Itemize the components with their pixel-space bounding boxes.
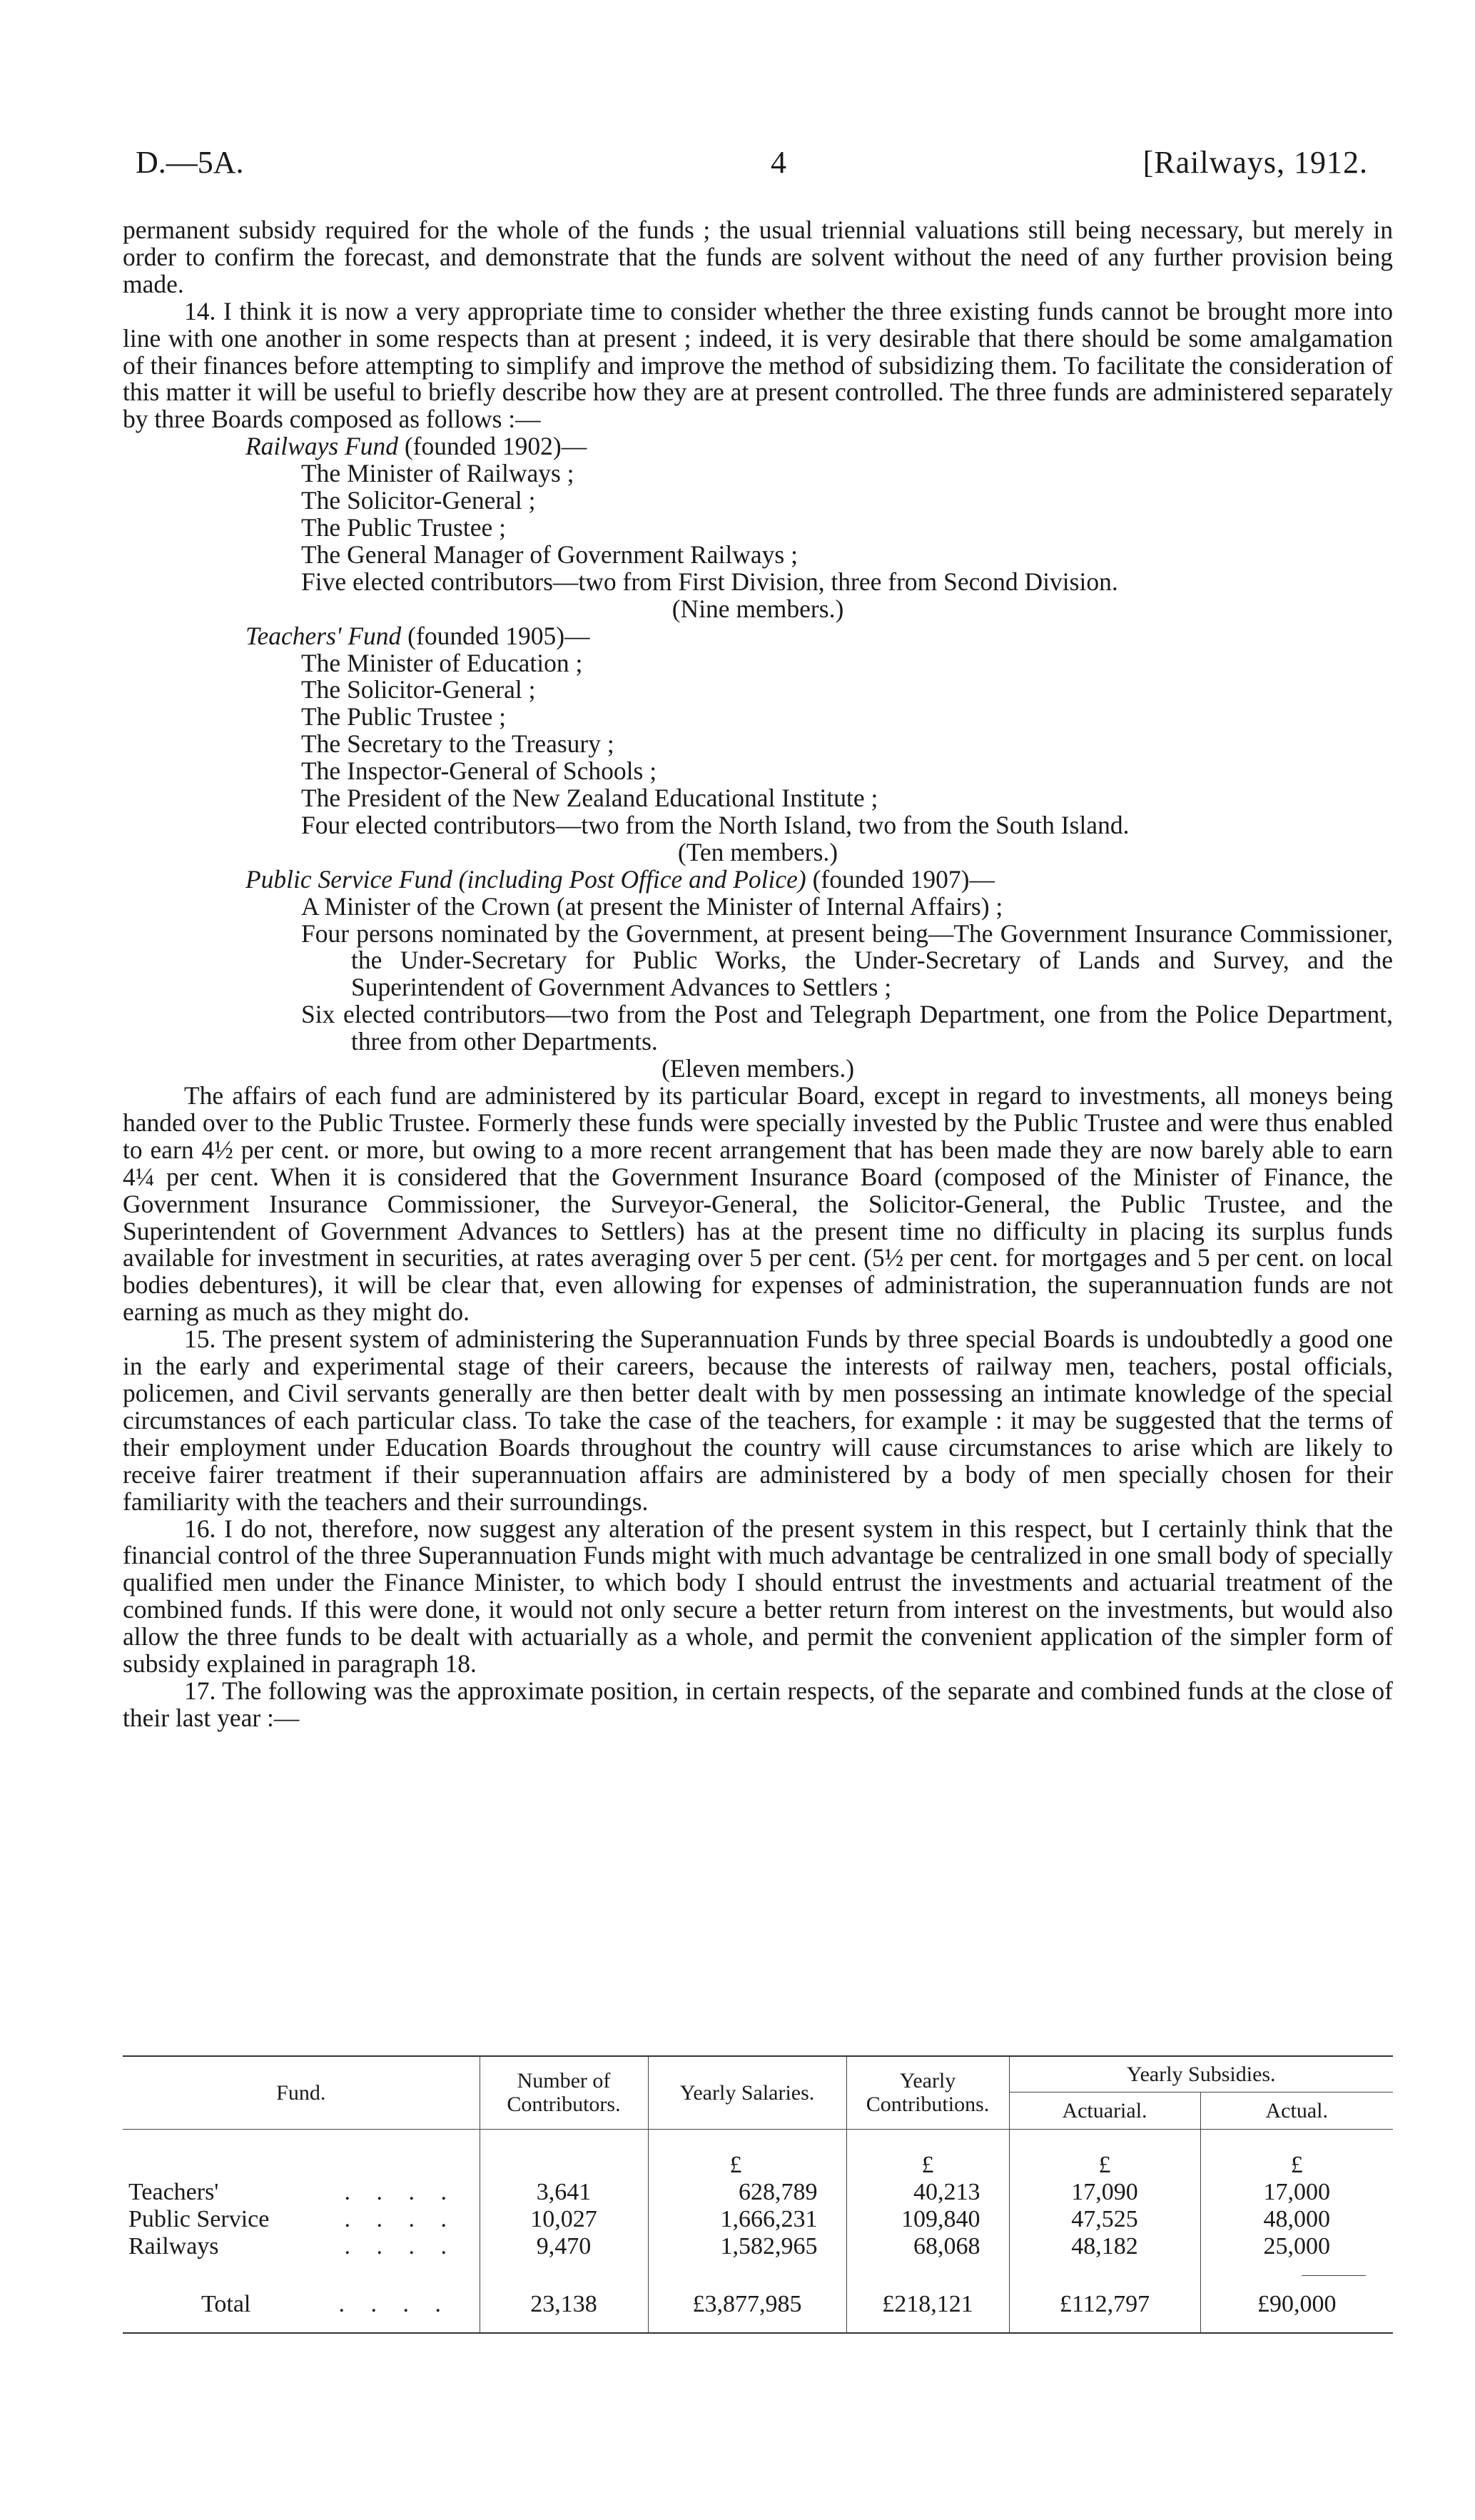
contributions-cell: 68,068 <box>846 2233 1009 2260</box>
board-member: Four elected contributors—two from the North Island, two from the South Island. <box>301 810 1130 839</box>
header-contributors: Number of Contributors. <box>480 2056 648 2129</box>
funds-summary-table <box>123 2055 1393 2334</box>
salaries-cell: 1,666,231 <box>648 2206 846 2233</box>
paragraph-16: 16. I do not, therefore, now suggest any alteration of the present system in this respect, but I certainly think that the financial control of the three Superannuation Funds might with much advantage be centralized in one small body of specially qualified men under the Finance Minister, to which body I should entrust the investments and actuarial treatment of the combined funds. If this were done, it would not only secure a better return from interest on the investments, but would also allow the three funds to be dealt with actuarially as a whole, and permit the convenient application of the simpler form of subsidy explained in paragraph 18. <box>123 1514 1393 1679</box>
board-title: Public Service Fund (including Post Office and Police) (founded 1907)— <box>245 864 995 894</box>
unit-label: £ <box>846 2129 1009 2179</box>
board-member: The Inspector-General of Schools ; <box>301 756 657 786</box>
total-actuarial: £112,797 <box>1009 2276 1200 2333</box>
document-body <box>123 217 1393 1732</box>
page-header <box>136 144 1368 187</box>
teachers-board <box>123 623 1393 866</box>
intro-paragraph: permanent subsidy required for the whole of the funds ; the usual triennial valuations still being necessary, but merely in order to confirm the forecast, and demonstrate that the funds are solvent without the need of any further provision being made. <box>123 216 1393 298</box>
header-actual: Actual. <box>1200 2092 1393 2129</box>
leader-dots: . . . . <box>344 2179 457 2205</box>
board-member: The Public Trustee ; <box>301 512 506 542</box>
board-title: Railways Fund (founded 1902)— <box>245 432 587 461</box>
actual-cell: 25,000 <box>1200 2233 1393 2260</box>
leader-dots: . . . . <box>344 2233 457 2260</box>
series-title: [Railways, 1912. <box>1142 145 1368 180</box>
fund-name: Public Service <box>128 2206 270 2232</box>
contributions-cell: 40,213 <box>846 2179 1009 2206</box>
paragraph-15: 15. The present system of administering the Superannuation Funds by three special Boards is undoubtedly a good one in the early and experimental stage of their careers, because the interests of railway men, teachers, postal officials, policemen, and Civil servants generally are then better dealt with by men possessing an intimate knowledge of the special circumstances of each particular class. To take the case of the teachers, for example : it may be suggested that the terms of their employment under Education Boards throughout the country will cause circumstances to arise which are likely to receive fairer treatment if their superannuation affairs are administered by a body of men specially chosen for their familiarity with the teachers and their surroundings. <box>123 1325 1393 1516</box>
contributors-cell: 9,470 <box>480 2233 648 2260</box>
header-actuarial: Actuarial. <box>1009 2092 1200 2129</box>
board-member: Five elected contributors—two from First Division, three from Second Division. <box>301 567 1118 596</box>
leader-dots: . . . . <box>344 2206 457 2232</box>
member-count: (Eleven members.) <box>661 1054 855 1083</box>
fund-name: Railways <box>128 2233 219 2260</box>
document-reference: D.—5A. <box>136 145 244 180</box>
total-salaries: £3,877,985 <box>648 2276 846 2333</box>
board-member: The Minister of Education ; <box>301 648 583 677</box>
board-member: Four persons nominated by the Government, at present being—The Government Insurance Commissioner, the Under-Secretary for Public Works, the Under-Secretary of Lands and Survey, and the Superintendent of Government Advances to Settlers ; <box>301 919 1393 1002</box>
board-member: Six elected contributors—two from the Post and Telegraph Department, one from the Police Department, three from other Departments. <box>301 1000 1393 1056</box>
table-row <box>123 2233 1393 2260</box>
actuarial-cell: 17,090 <box>1009 2179 1200 2206</box>
total-contributions: £218,121 <box>846 2276 1009 2333</box>
leader-dots: . . . . <box>338 2290 451 2317</box>
board-title: Teachers' Fund (founded 1905)— <box>245 621 590 650</box>
contributors-cell: 3,641 <box>480 2179 648 2206</box>
header-subsidies: Yearly Subsidies. <box>1009 2056 1393 2092</box>
board-member: The President of the New Zealand Educational Institute ; <box>301 784 878 813</box>
page-number: 4 <box>771 145 786 180</box>
unit-label: £ <box>1200 2129 1393 2179</box>
board-member: The Solicitor-General ; <box>301 675 536 704</box>
board-member: The Minister of Railways ; <box>301 459 574 488</box>
contributors-cell: 10,027 <box>480 2206 648 2233</box>
board-member: The General Manager of Government Railways ; <box>301 540 798 569</box>
total-contributors: 23,138 <box>480 2276 648 2333</box>
unit-label: £ <box>648 2129 846 2179</box>
board-member: The Secretary to the Treasury ; <box>301 729 614 759</box>
salaries-cell: 1,582,965 <box>648 2233 846 2260</box>
paragraph-14: 14. I think it is now a very appropriate time to consider whether the three existing funds cannot be brought more into line with one another in some respects than at present ; indeed, it is very desirable that there should be some amalgamation of their finances before attempting to simplify and improve the method of subsidizing them. To facilitate the consideration of this matter it will be useful to briefly describe how they are at present controlled. The three funds are administered separately by three Boards composed as follows :— <box>123 296 1393 434</box>
fund-name: Teachers' <box>128 2179 219 2205</box>
salaries-cell: 628,789 <box>648 2179 846 2206</box>
board-member: The Public Trustee ; <box>301 702 506 732</box>
actuarial-cell: 47,525 <box>1009 2206 1200 2233</box>
actual-cell: 17,000 <box>1200 2179 1393 2206</box>
header-salaries: Yearly Salaries. <box>648 2056 846 2129</box>
unit-label: £ <box>1009 2129 1200 2179</box>
board-member: A Minister of the Crown (at present the Minister of Internal Affairs) ; <box>301 891 1003 921</box>
actual-cell: 48,000 <box>1200 2206 1393 2233</box>
header-contributions: Yearly Contributions. <box>846 2056 1009 2129</box>
member-count: (Nine members.) <box>671 594 844 623</box>
member-count: (Ten members.) <box>677 837 838 866</box>
paragraph-investments: The affairs of each fund are administered by its particular Board, except in regard to investments, all moneys being handed over to the Public Trustee. Formerly these funds were specially invested by the Public Trustee and were thus enabled to earn 4½ per cent. or more, but owing to a more recent arrangement that has been made they are now barely able to earn 4¼ per cent. When it is considered that the Government Insurance Board (composed of the Minister of Finance, the Government Insurance Commissioner, the Surveyor-General, the Solicitor-General, the Public Trustee, and the Superintendent of Government Advances to Settlers) has at the present time no difficulty in placing its surplus funds available for investment in securities, at rates averaging over 5 per cent. (5½ per cent. for mortgages and 5 per cent. on local bodies debentures), it will be clear that, even allowing for expenses of administration, the superannuation funds are not earning as much as they might do. <box>123 1081 1393 1327</box>
unit-row <box>123 2129 1393 2179</box>
table-row <box>123 2206 1393 2233</box>
board-member: The Solicitor-General ; <box>301 486 536 515</box>
contributions-cell: 109,840 <box>846 2206 1009 2233</box>
total-actual: £90,000 <box>1200 2276 1393 2333</box>
paragraph-17: 17. The following was the approximate position, in certain respects, of the separate and combined funds at the close of their last year :— <box>123 1676 1393 1732</box>
total-label: Total <box>201 2290 251 2317</box>
railways-board <box>123 433 1393 622</box>
total-row <box>123 2276 1393 2333</box>
header-fund: Fund. <box>123 2056 480 2129</box>
actuarial-cell: 48,182 <box>1009 2233 1200 2260</box>
table-row <box>123 2179 1393 2206</box>
public-service-board <box>123 866 1393 1083</box>
